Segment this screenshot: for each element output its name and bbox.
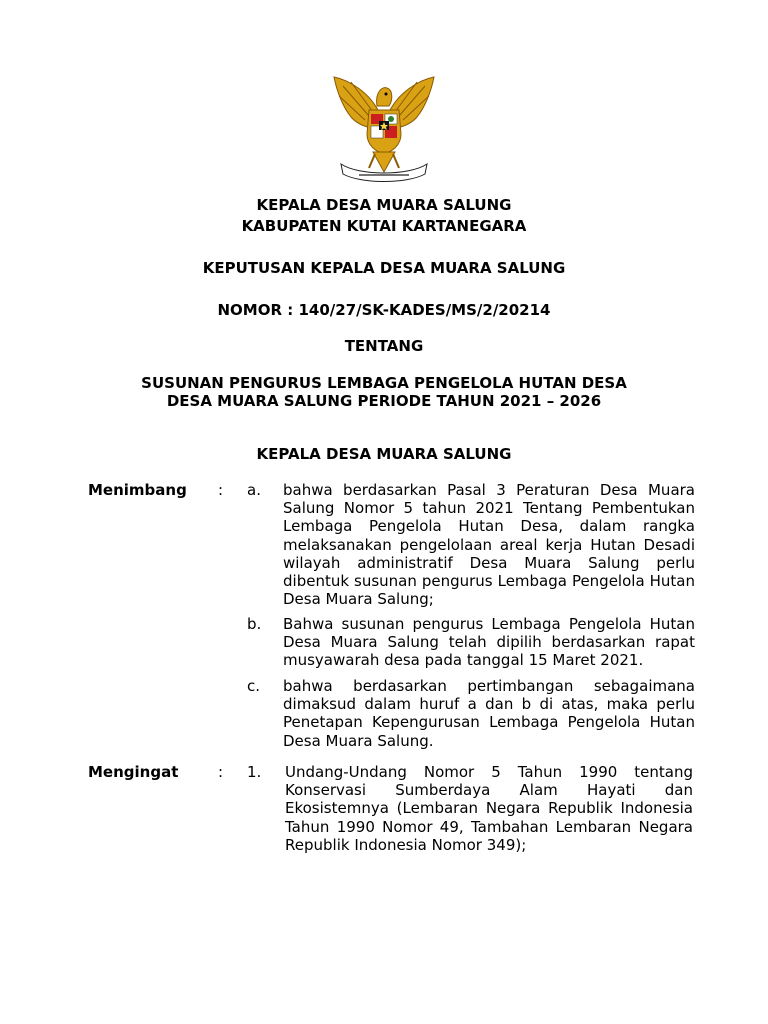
subject-line-1: SUSUNAN PENGURUS LEMBAGA PENGELOLA HUTAN DESA [141, 374, 627, 392]
garuda-emblem-icon [329, 72, 439, 190]
menimbang-colon: : [218, 481, 224, 499]
list-item: bahwa berdasarkan Pasal 3 Peraturan Desa Muara Salung Nomor 5 tahun 2021 Tentang Pembentukan Lembaga Pengelola Hutan Desa, dalam rangka melaksanakan pengelolaan areal kerja Hutan Desadi wilayah administratif Desa Muara Salung perlu dibentuk susunan pengurus Lembaga Pengelola Hutan Desa Muara Salung; [283, 481, 695, 609]
list-item: Undang-Undang Nomor 5 Tahun 1990 tentang Konservasi Sumberdaya Alam Hayati dan Ekosistemnya (Lembaran Negara Republik Indonesia Tahun 1990 Nomor 49, Tambahan Lembaran Negara Republik Indonesia Nomor 349); [285, 763, 693, 854]
list-marker: c. [247, 677, 261, 695]
subject-line-2: DESA MUARA SALUNG PERIODE TAHUN 2021 – 2026 [166, 392, 602, 410]
menimbang-label: Menimbang [88, 481, 187, 499]
about-heading: TENTANG [344, 337, 424, 355]
mengingat-label: Mengingat [88, 763, 179, 781]
list-item: Bahwa susunan pengurus Lembaga Pengelola Hutan Desa Muara Salung telah dipilih berdasarkan rapat musyawarah desa pada tanggal 15 Maret 2021. [283, 615, 695, 670]
list-marker: a. [247, 481, 261, 499]
regency-title: KABUPATEN KUTAI KARTANEGARA [241, 217, 527, 235]
list-marker: b. [247, 615, 262, 633]
decree-number: NOMOR : 140/27/SK-KADES/MS/2/20214 [217, 301, 551, 319]
list-marker: 1. [247, 763, 262, 781]
list-item: bahwa berdasarkan pertimbangan sebagaimana dimaksud dalam huruf a dan b di atas, maka perlu Penetapan Kepengurusan Lembaga Pengelola Hutan Desa Muara Salung. [283, 677, 695, 750]
decree-title: KEPUTUSAN KEPALA DESA MUARA SALUNG [202, 259, 566, 277]
signer-heading: KEPALA DESA MUARA SALUNG [256, 445, 512, 463]
mengingat-colon: : [218, 763, 224, 781]
issuer-title: KEPALA DESA MUARA SALUNG [256, 196, 512, 214]
